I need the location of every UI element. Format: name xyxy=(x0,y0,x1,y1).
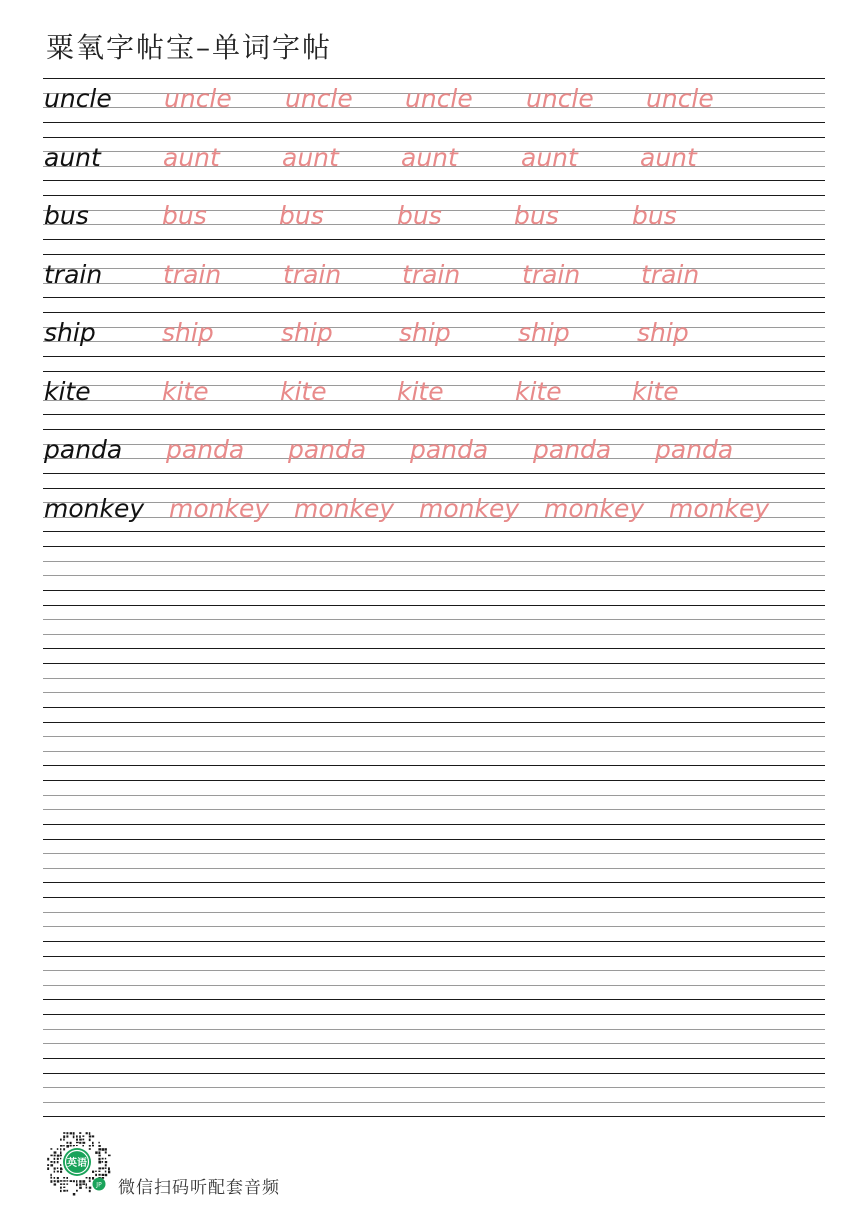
trace-word: train xyxy=(283,260,342,289)
ruled-line xyxy=(43,882,825,883)
ruled-line xyxy=(43,371,825,372)
ruled-line xyxy=(43,429,825,430)
writing-sheet xyxy=(43,78,825,1118)
trace-word: ship xyxy=(399,318,451,347)
trace-word: uncle xyxy=(526,84,594,113)
ruled-line xyxy=(43,663,825,664)
qr-caption: 微信扫码听配套音频 xyxy=(118,1178,280,1198)
trace-word: aunt xyxy=(640,143,697,172)
ruled-line xyxy=(43,692,825,693)
trace-word: bus xyxy=(397,201,442,230)
ruled-line xyxy=(43,868,825,869)
ruled-line xyxy=(43,78,825,79)
trace-word: monkey xyxy=(544,494,645,523)
qr-badge-label: 英语 xyxy=(67,1158,87,1169)
trace-word: monkey xyxy=(169,494,270,523)
trace-word: panda xyxy=(166,435,245,464)
ruled-line xyxy=(43,765,825,766)
ruled-line xyxy=(43,751,825,752)
footer xyxy=(42,1127,342,1199)
ruled-line xyxy=(43,985,825,986)
ruled-line xyxy=(43,575,825,576)
ruled-line xyxy=(43,1102,825,1103)
ruled-line xyxy=(43,897,825,898)
trace-word: aunt xyxy=(163,143,220,172)
trace-word: panda xyxy=(533,435,612,464)
trace-word: train xyxy=(641,260,700,289)
model-word: ship xyxy=(44,318,96,347)
ruled-line xyxy=(43,137,825,138)
model-word: bus xyxy=(44,201,89,230)
ruled-line xyxy=(43,999,825,1000)
model-word: monkey xyxy=(44,494,145,523)
trace-word: aunt xyxy=(401,143,458,172)
ruled-line xyxy=(43,707,825,708)
trace-word: bus xyxy=(514,201,559,230)
trace-word: kite xyxy=(162,377,209,406)
ruled-line xyxy=(43,1087,825,1088)
ruled-line xyxy=(43,195,825,196)
trace-word: aunt xyxy=(282,143,339,172)
ruled-line xyxy=(43,254,825,255)
ruled-line xyxy=(43,546,825,547)
ruled-line xyxy=(43,780,825,781)
ruled-line xyxy=(43,853,825,854)
ruled-line xyxy=(43,722,825,723)
ruled-line xyxy=(43,956,825,957)
trace-word: uncle xyxy=(285,84,353,113)
trace-word: bus xyxy=(632,201,677,230)
model-word: uncle xyxy=(44,84,112,113)
model-word: kite xyxy=(44,377,91,406)
ruled-line xyxy=(43,473,825,474)
ruled-line xyxy=(43,590,825,591)
trace-word: ship xyxy=(162,318,214,347)
trace-word: uncle xyxy=(164,84,232,113)
trace-word: panda xyxy=(655,435,734,464)
ruled-line xyxy=(43,619,825,620)
trace-word: train xyxy=(402,260,461,289)
trace-word: monkey xyxy=(419,494,520,523)
ruled-line xyxy=(43,531,825,532)
trace-word: ship xyxy=(281,318,333,347)
ruled-line xyxy=(43,180,825,181)
model-word: panda xyxy=(44,435,123,464)
trace-word: bus xyxy=(162,201,207,230)
qr-corner-label: JP xyxy=(96,1181,102,1189)
ruled-line xyxy=(43,488,825,489)
trace-word: train xyxy=(522,260,581,289)
ruled-line xyxy=(43,1116,825,1117)
ruled-line xyxy=(43,297,825,298)
trace-word: uncle xyxy=(646,84,714,113)
trace-word: monkey xyxy=(294,494,395,523)
trace-word: panda xyxy=(410,435,489,464)
ruled-line xyxy=(43,239,825,240)
trace-word: ship xyxy=(637,318,689,347)
ruled-line xyxy=(43,312,825,313)
ruled-line xyxy=(43,648,825,649)
ruled-line xyxy=(43,605,825,606)
ruled-line xyxy=(43,1043,825,1044)
ruled-line xyxy=(43,561,825,562)
trace-word: uncle xyxy=(405,84,473,113)
ruled-line xyxy=(43,1073,825,1074)
ruled-line xyxy=(43,941,825,942)
trace-word: monkey xyxy=(669,494,770,523)
ruled-line xyxy=(43,736,825,737)
ruled-line xyxy=(43,414,825,415)
ruled-line xyxy=(43,634,825,635)
ruled-line xyxy=(43,1058,825,1059)
trace-word: kite xyxy=(397,377,444,406)
ruled-line xyxy=(43,678,825,679)
trace-word: panda xyxy=(288,435,367,464)
trace-word: train xyxy=(163,260,222,289)
ruled-line xyxy=(43,970,825,971)
ruled-line xyxy=(43,122,825,123)
page-title: 粟氧字帖宝–单词字帖 xyxy=(46,31,333,64)
trace-word: kite xyxy=(280,377,327,406)
trace-word: aunt xyxy=(521,143,578,172)
ruled-line xyxy=(43,1029,825,1030)
ruled-line xyxy=(43,824,825,825)
model-word: train xyxy=(44,260,103,289)
trace-word: ship xyxy=(518,318,570,347)
trace-word: kite xyxy=(632,377,679,406)
ruled-line xyxy=(43,839,825,840)
qr-code-icon[interactable] xyxy=(42,1127,112,1197)
ruled-line xyxy=(43,795,825,796)
ruled-line xyxy=(43,1014,825,1015)
ruled-line xyxy=(43,926,825,927)
trace-word: kite xyxy=(515,377,562,406)
trace-word: bus xyxy=(279,201,324,230)
ruled-line xyxy=(43,356,825,357)
model-word: aunt xyxy=(44,143,101,172)
ruled-line xyxy=(43,809,825,810)
ruled-line xyxy=(43,912,825,913)
